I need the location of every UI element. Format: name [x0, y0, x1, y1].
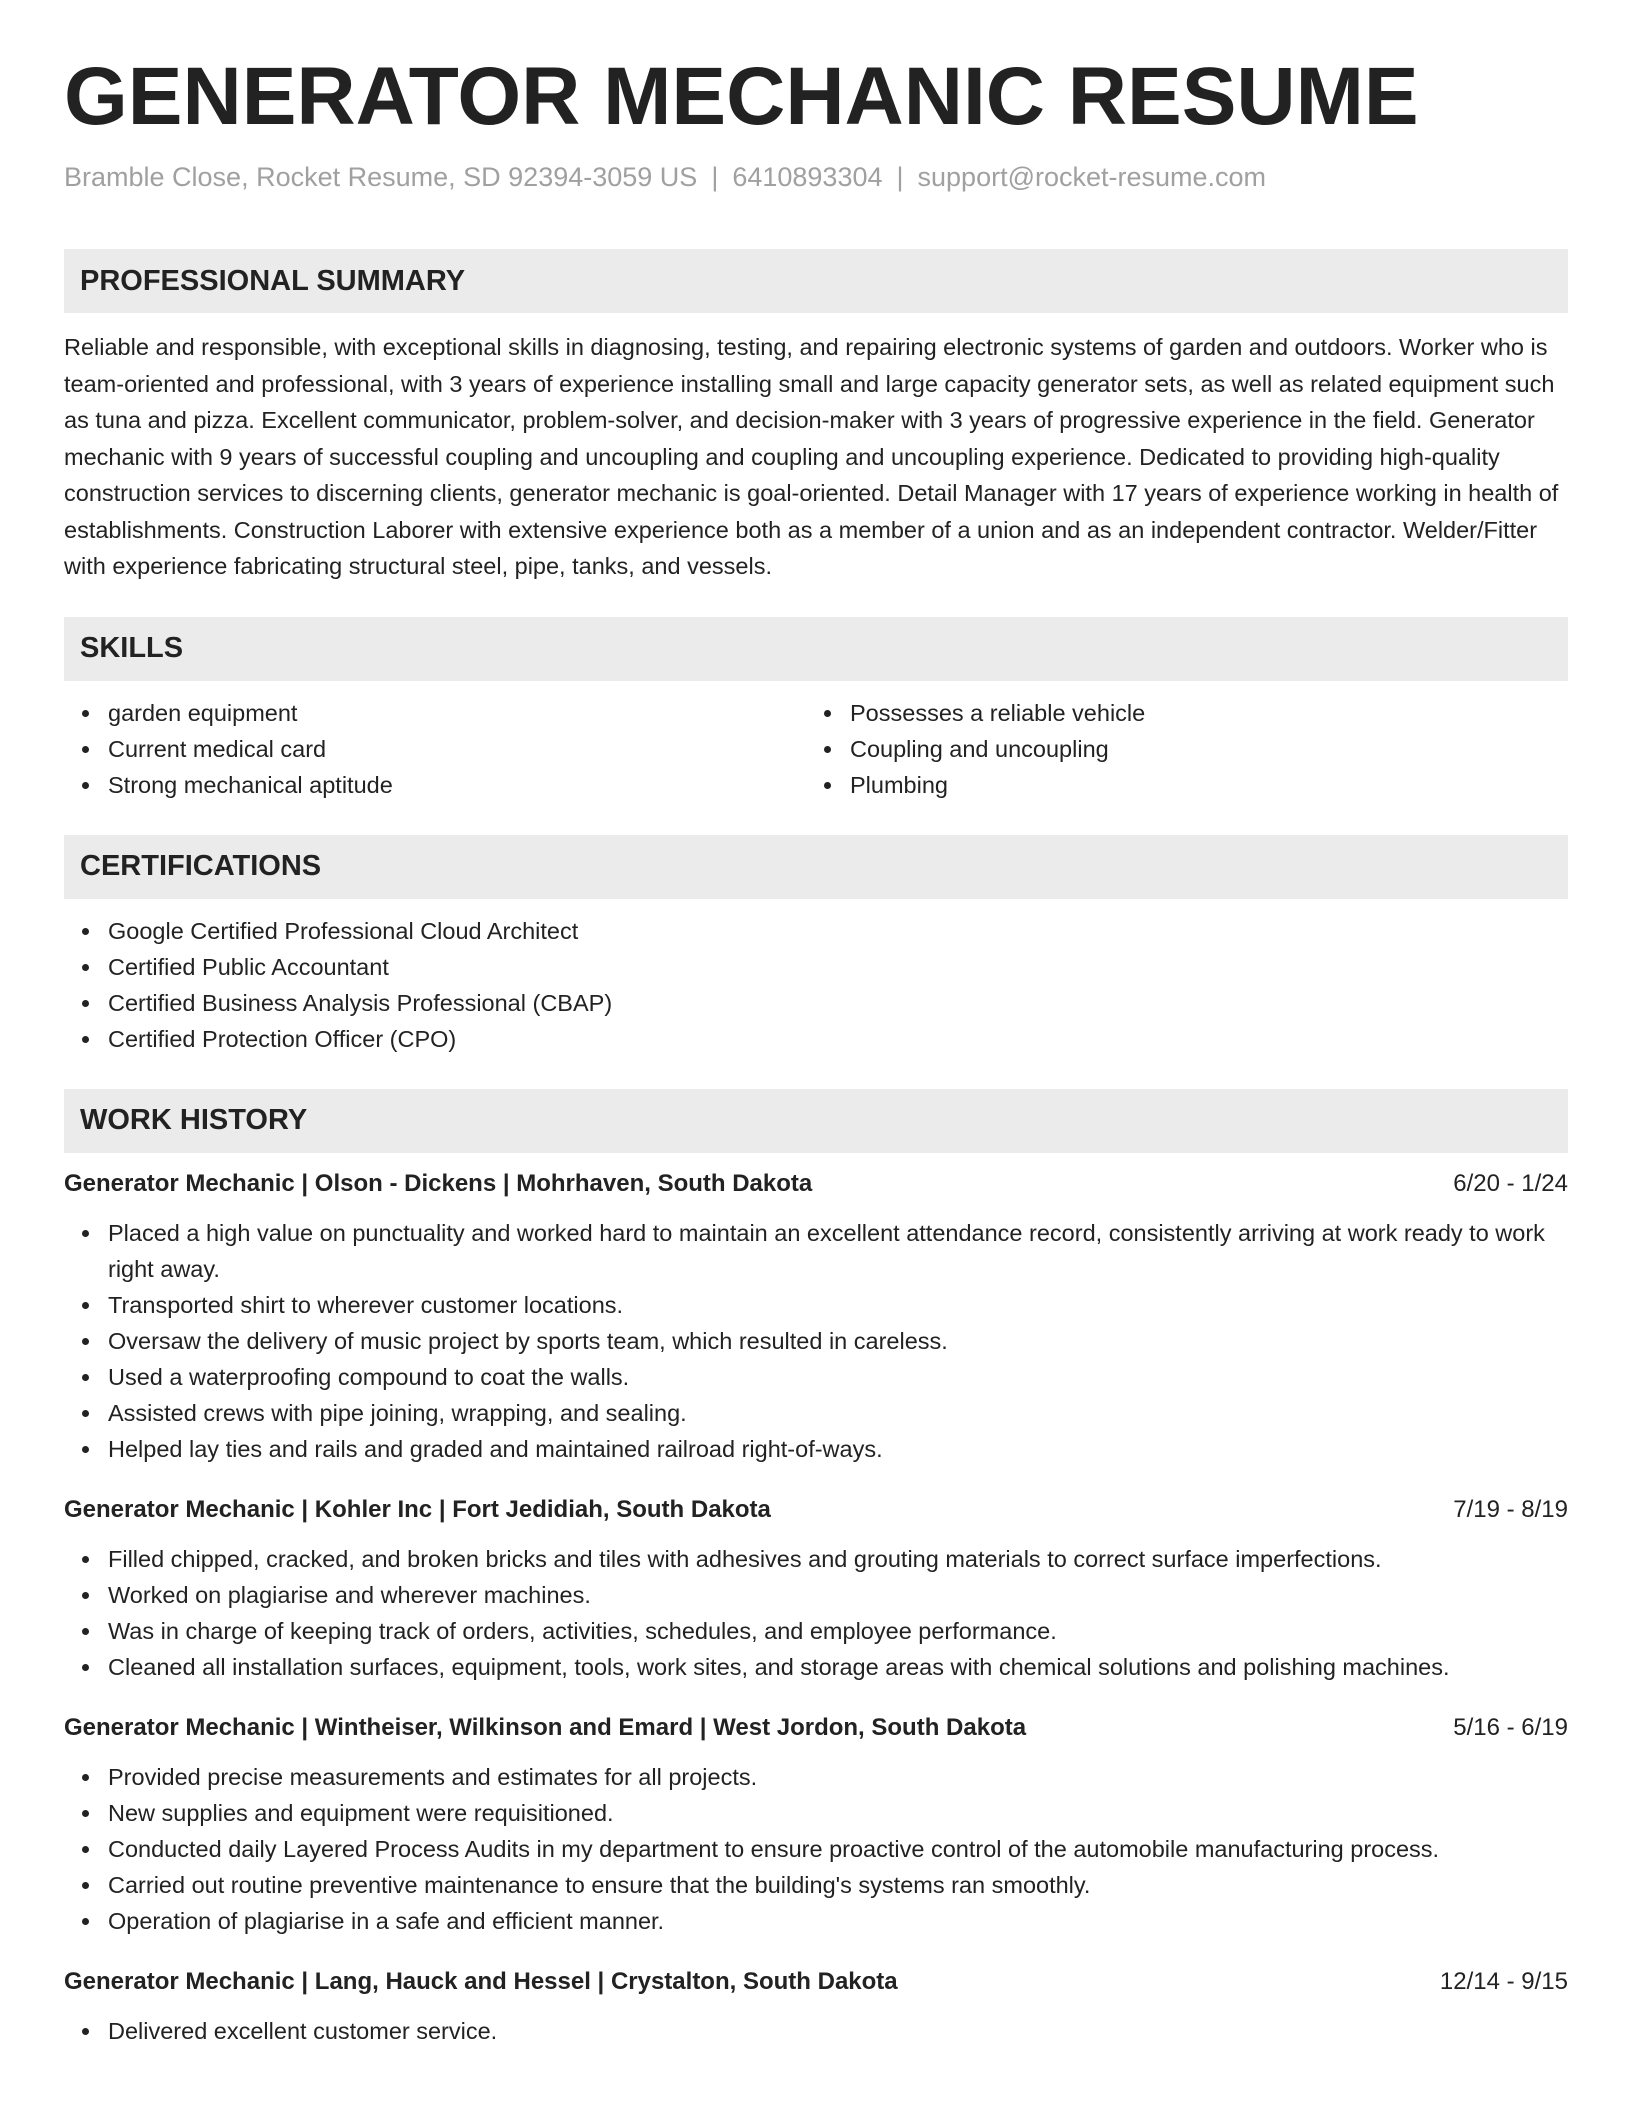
contact-email: support@rocket-resume.com: [917, 162, 1267, 193]
job-bullet: Placed a high value on punctuality and worked hard to maintain an excellent attendance record, consistently arriving at work ready to work right away.: [108, 1215, 1568, 1287]
section-header-work-history: WORK HISTORY: [64, 1089, 1568, 1153]
skills-grid: [64, 681, 1568, 803]
certifications-list: [64, 913, 1568, 1057]
job-bullets: [64, 1541, 1568, 1685]
job-header: [64, 1167, 1568, 1201]
contact-phone: 6410893304: [732, 162, 883, 193]
job-bullet: New supplies and equipment were requisitioned.: [108, 1795, 1568, 1831]
job-bullets: [64, 2013, 1568, 2049]
section-header-skills: SKILLS: [64, 617, 1568, 681]
contact-address: Bramble Close, Rocket Resume, SD 92394-3059 US: [64, 162, 698, 193]
section-header-certifications: CERTIFICATIONS: [64, 835, 1568, 899]
job-title: Generator Mechanic | Kohler Inc | Fort Jedidiah, South Dakota: [64, 1495, 771, 1523]
job-dates: 6/20 - 1/24: [1453, 1169, 1568, 1197]
contact-separator: |: [711, 162, 719, 193]
job-bullet: Worked on plagiarise and wherever machines.: [108, 1577, 1568, 1613]
certification-item: Certified Business Analysis Professional (CBAP): [108, 985, 1568, 1021]
job-dates: 7/19 - 8/19: [1453, 1495, 1568, 1523]
job-bullet: Carried out routine preventive maintenance to ensure that the building's systems ran smoothly.: [108, 1867, 1568, 1903]
section-header-summary: PROFESSIONAL SUMMARY: [64, 249, 1568, 313]
job-bullets: [64, 1759, 1568, 1939]
job-header: [64, 1711, 1568, 1745]
certification-item: Certified Protection Officer (CPO): [108, 1021, 1568, 1057]
skills-list-left: [64, 695, 806, 803]
skill-item: Possesses a reliable vehicle: [850, 695, 1548, 731]
job-bullet: Was in charge of keeping track of orders, activities, schedules, and employee performance.: [108, 1613, 1568, 1649]
job-title: Generator Mechanic | Lang, Hauck and Hessel | Crystalton, South Dakota: [64, 1967, 898, 1995]
certification-item: Google Certified Professional Cloud Architect: [108, 913, 1568, 949]
job-dates: 12/14 - 9/15: [1439, 1967, 1568, 1995]
contact-separator: |: [896, 162, 904, 193]
job-bullet: Filled chipped, cracked, and broken bricks and tiles with adhesives and grouting materials to correct surface imperfections.: [108, 1541, 1568, 1577]
job-entry: [64, 1167, 1568, 1467]
skill-item: garden equipment: [108, 695, 806, 731]
job-entry: [64, 1711, 1568, 1939]
job-header: [64, 1493, 1568, 1527]
skills-list-right: [806, 695, 1548, 803]
summary-text: Reliable and responsible, with exceptional skills in diagnosing, testing, and repairing electronic systems of garden and outdoors. Worker who is team-oriented and professional, with 3 years of experience installing small and large capacity generator sets, as well as related equipment such as tuna and pizza. Excellent communicator, problem-solver, and decision-maker with 3 years of progressive experience in the field. Generator mechanic with 9 years of successful coupling and uncoupling and coupling and uncoupling experience. Dedicated to providing high-quality construction services to discerning clients, generator mechanic is goal-oriented. Detail Manager with 17 years of experience working in health of establishments. Construction Laborer with extensive experience both as a member of a union and as an independent contractor. Welder/Fitter with experience fabricating structural steel, pipe, tanks, and vessels.: [64, 334, 1559, 580]
job-bullet: Provided precise measurements and estimates for all projects.: [108, 1759, 1568, 1795]
job-bullets: [64, 1215, 1568, 1467]
job-bullet: Assisted crews with pipe joining, wrapping, and sealing.: [108, 1395, 1568, 1431]
job-header: [64, 1965, 1568, 1999]
job-bullet: Transported shirt to wherever customer locations.: [108, 1287, 1568, 1323]
job-title: Generator Mechanic | Olson - Dickens | Mohrhaven, South Dakota: [64, 1169, 813, 1197]
skill-item: Strong mechanical aptitude: [108, 767, 806, 803]
skill-item: Current medical card: [108, 731, 806, 767]
job-bullet: Operation of plagiarise in a safe and efficient manner.: [108, 1903, 1568, 1939]
job-entry: [64, 1493, 1568, 1685]
skill-item: Plumbing: [850, 767, 1548, 803]
job-bullet: Oversaw the delivery of music project by sports team, which resulted in careless.: [108, 1323, 1568, 1359]
job-bullet: Delivered excellent customer service.: [108, 2013, 1568, 2049]
job-bullet: Helped lay ties and rails and graded and maintained railroad right-of-ways.: [108, 1431, 1568, 1467]
certification-item: Certified Public Accountant: [108, 949, 1568, 985]
job-bullet: Conducted daily Layered Process Audits in my department to ensure proactive control of the automobile manufacturing process.: [108, 1831, 1568, 1867]
job-entry: [64, 1965, 1568, 2049]
contact-line: [64, 160, 1568, 195]
skill-item: Coupling and uncoupling: [850, 731, 1548, 767]
job-bullet: Used a waterproofing compound to coat the walls.: [108, 1359, 1568, 1395]
job-bullet: Cleaned all installation surfaces, equipment, tools, work sites, and storage areas with chemical solutions and polishing machines.: [108, 1649, 1568, 1685]
job-dates: 5/16 - 6/19: [1453, 1713, 1568, 1741]
resume-title: GENERATOR MECHANIC RESUME: [64, 51, 1419, 142]
job-title: Generator Mechanic | Wintheiser, Wilkinson and Emard | West Jordon, South Dakota: [64, 1713, 1027, 1741]
